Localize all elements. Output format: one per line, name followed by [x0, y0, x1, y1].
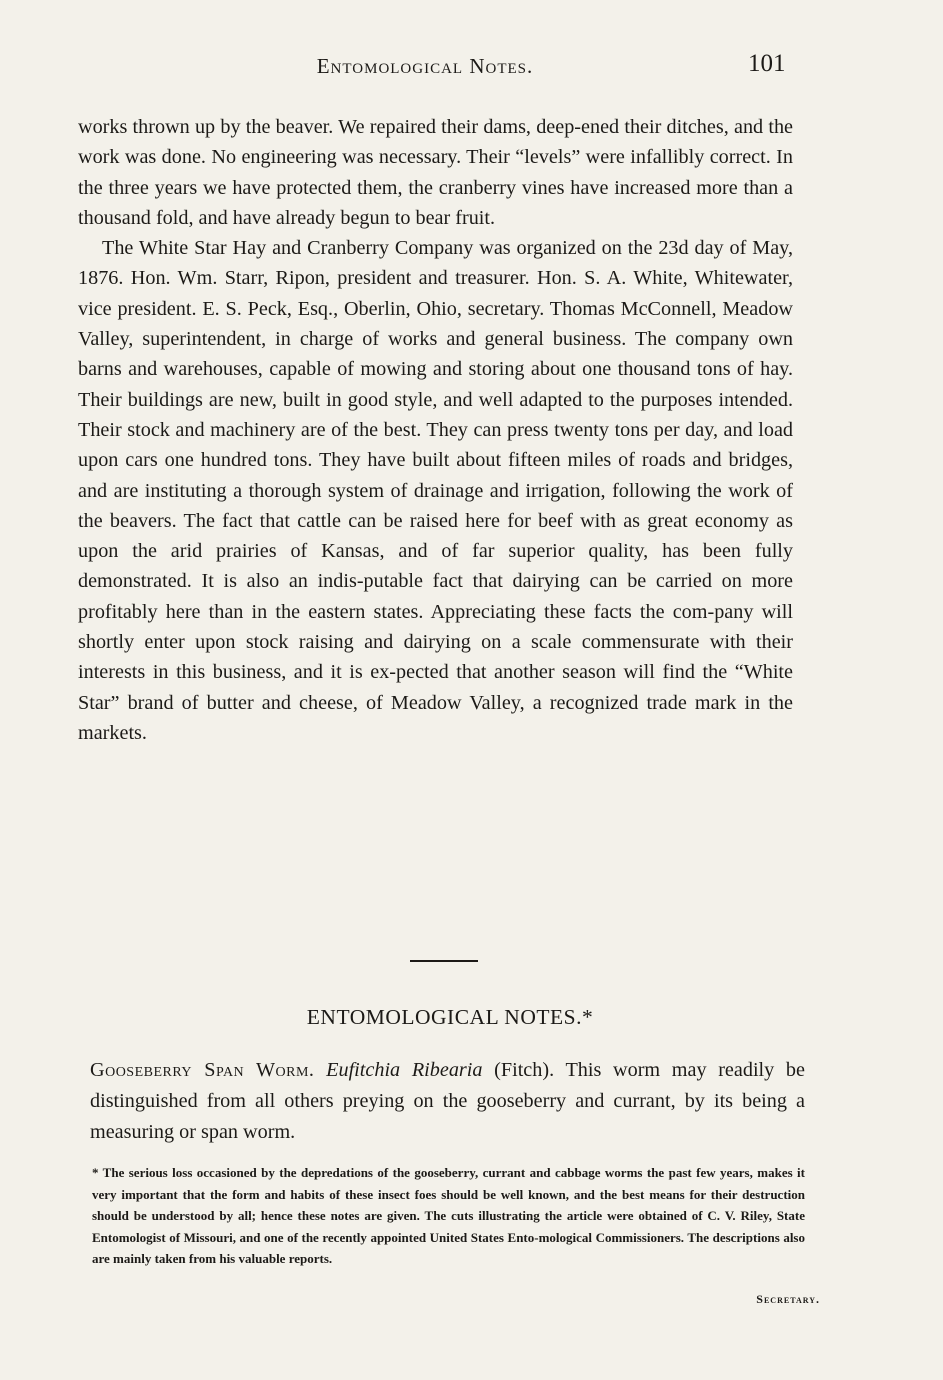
section-paragraph [90, 1055, 805, 1148]
section-text: This worm may readily be distinguished from all others preying on the gooseberry and currant, by its being a measuring or span worm. [90, 1059, 805, 1143]
section-title: ENTOMOLOGICAL NOTES.* [306, 1005, 594, 1029]
paragraph: works thrown up by the beaver. We repaired their dams, deep-ened their ditches, and the work was done. No engineering was necessary. Their “levels” were infallibly correct. In the three years we have protected them, the cranberry vines have increased more than a thousand fold, and have already begun to bear fruit. [78, 116, 793, 229]
subsection-heading: Gooseberry Span Worm. [90, 1059, 315, 1081]
page-number: 101 [748, 50, 786, 77]
running-title: Entomological Notes. [316, 54, 534, 78]
paragraph: The White Star Hay and Cranberry Company was organized on the 23d day of May, 1876. Hon. Wm. Starr, Ripon, president and treasurer. Hon. S. A. White, Whitewater, vice president. E. S. Peck, Esq., Oberlin, Ohio, secretary. Thomas McConnell, Meadow Valley, superintendent, in charge of works and general business. The company own barns and warehouses, capable of mowing and storing about one thousand tons of hay. Their buildings are new, built in good style, and well adapted to the purposes intended. Their stock and machinery are of the best. They can press twenty tons per day, and load upon cars one hundred tons. They have built about fifteen miles of roads and bridges, and are instituting a thorough system of drainage and irrigation, following the work of the beavers. The fact that cattle can be raised here for beef with as great economy as upon the arid prairies of Kansas, and of far superior quality, has been fully demonstrated. It is also an indis-putable fact that dairying can be carried on more profitably here than in the eastern states. Appreciating these facts the com-pany will shortly enter upon stock raising and dairying on a scale commensurate with their interests in this business, and it is ex-pected that another season will find the “White Star” brand of butter and cheese, of Meadow Valley, a recognized trade mark in the markets. [78, 237, 793, 744]
section-divider [410, 960, 478, 962]
author-citation: (Fitch). [494, 1059, 555, 1081]
latin-name: Eufitchia Ribearia [326, 1059, 483, 1081]
footnote: * The serious loss occasioned by the depredations of the gooseberry, currant and cabbage worms the past few years, makes it very important that the form and habits of these insect foes should be well known, and the best means for their destruction should be understood by all; hence these notes are given. The cuts illustrating the article were obtained of C. V. Riley, State Entomologist of Missouri, and one of the recently appointed United States Ento-mological Commissioners. The descriptions also are mainly taken from his valuable reports. [92, 1165, 805, 1266]
footnote-signature: Secretary. [756, 1292, 820, 1306]
body-text [78, 112, 793, 748]
